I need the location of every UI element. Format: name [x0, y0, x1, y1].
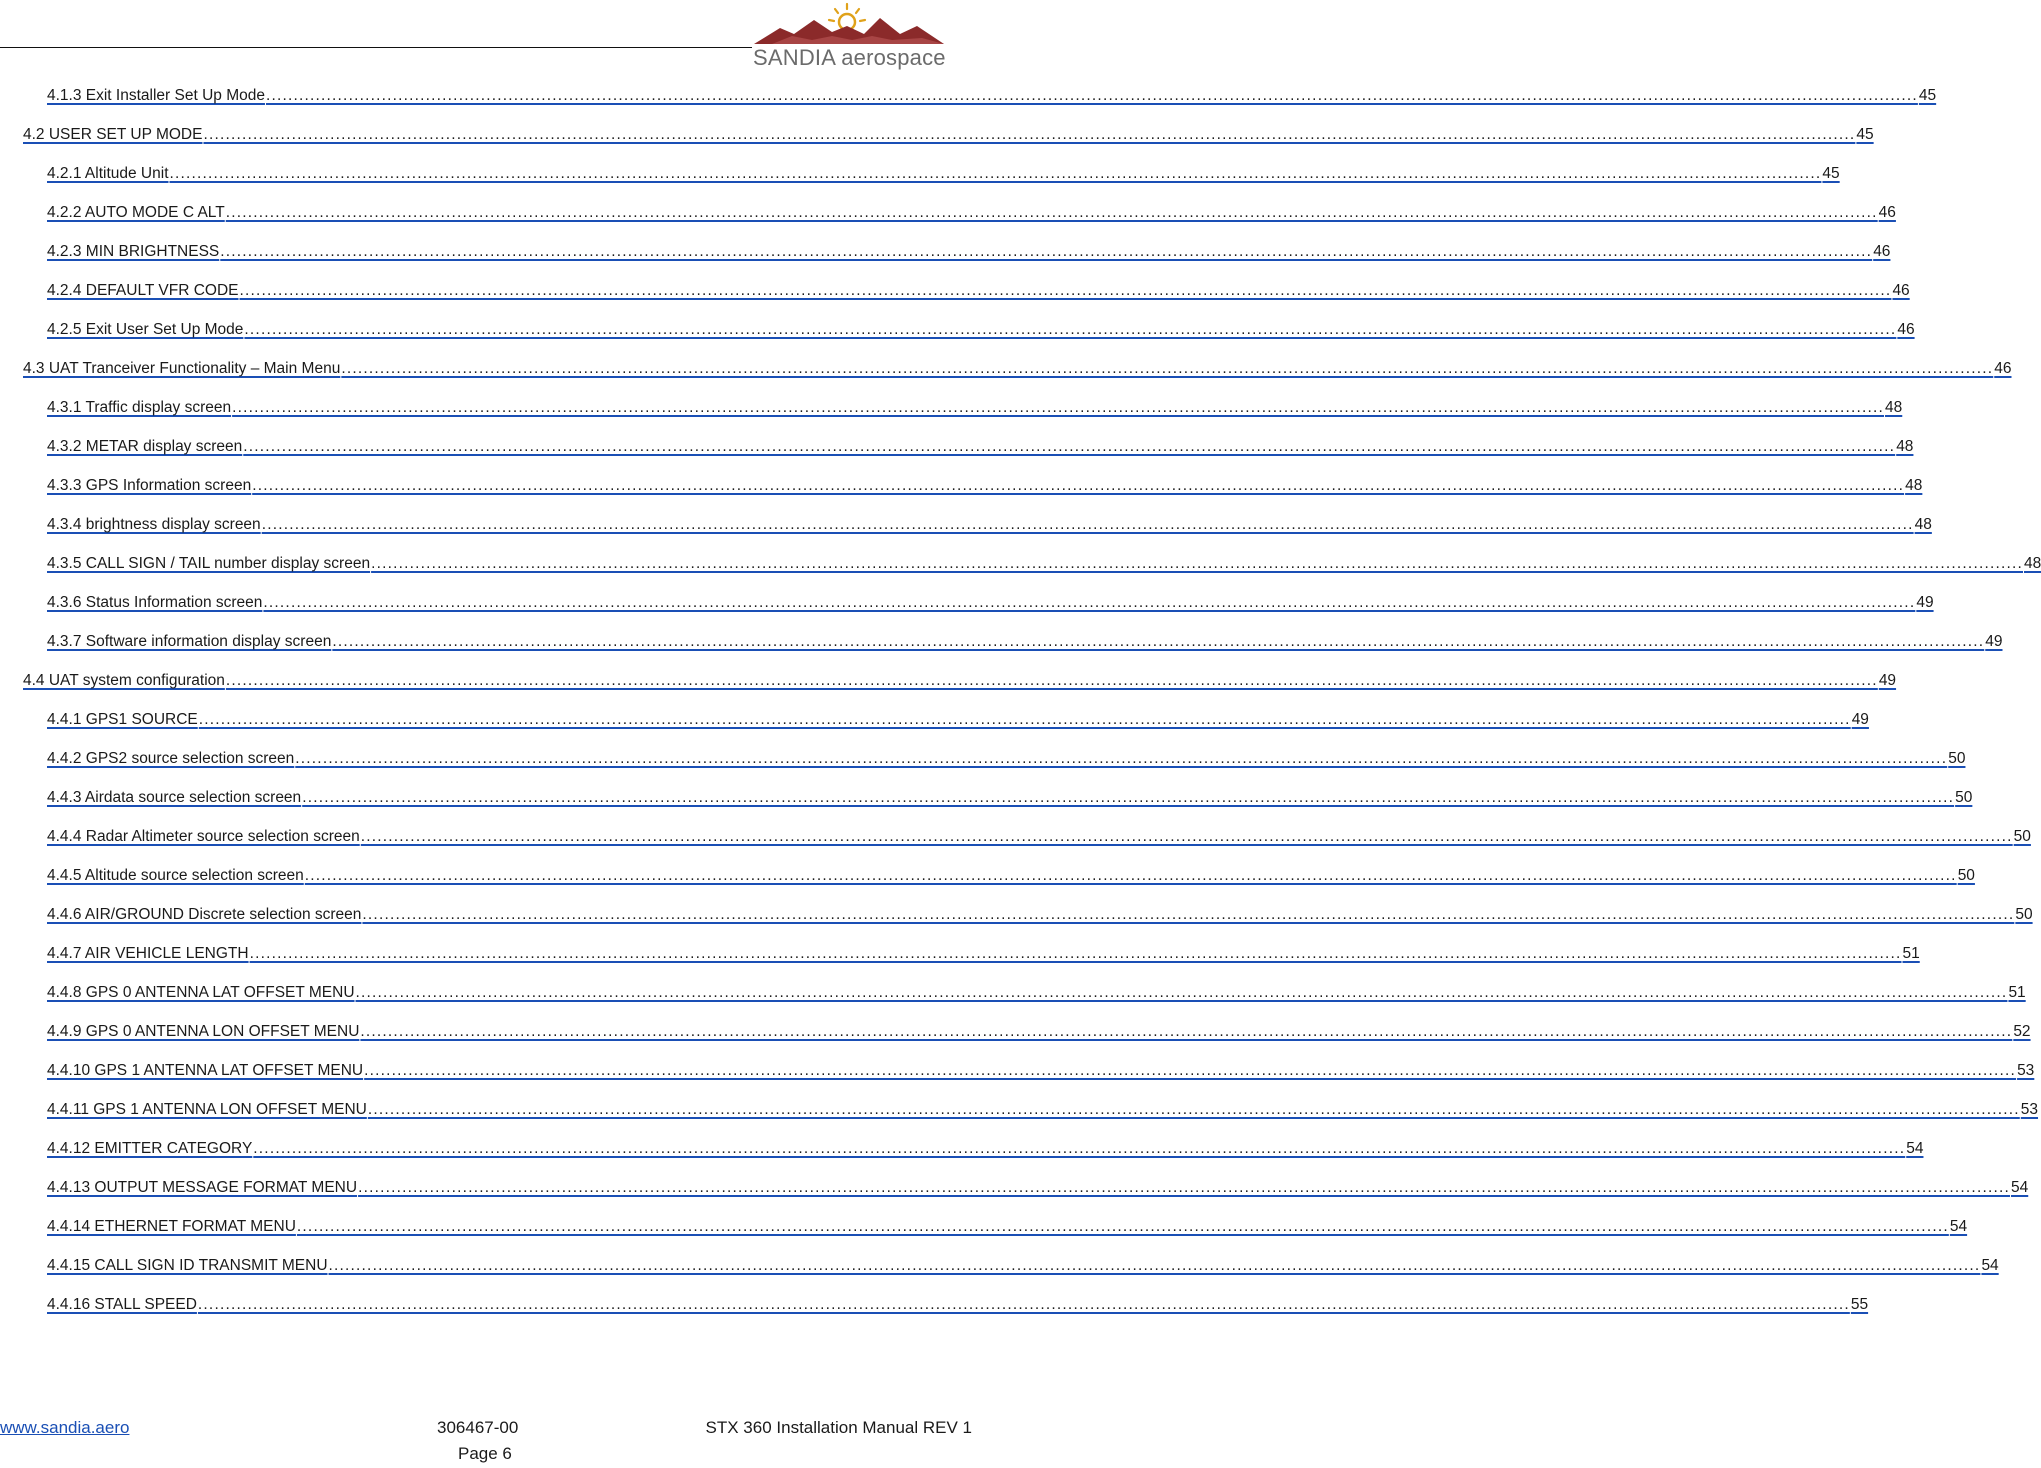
toc-entry-leader: ............................................................................................................................................................................................................................................................................................................ — [358, 1179, 2010, 1196]
toc-entry-leader: ............................................................................................................................................................................................................................................................................................................ — [295, 750, 1948, 767]
toc-entry-page: 54 — [1906, 1140, 1924, 1157]
toc-entry-label: 4.4.15 CALL SIGN ID TRANSMIT MENU — [47, 1257, 328, 1274]
toc-entry[interactable] — [47, 399, 1903, 417]
toc-entry-leader: ............................................................................................................................................................................................................................................................................................................ — [203, 126, 1856, 143]
toc-entry-label: 4.3.6 Status Information screen — [47, 594, 263, 611]
toc-entry-leader: ............................................................................................................................................................................................................................................................................................................ — [253, 1140, 1906, 1157]
toc-entry-label: 4.4.3 Airdata source selection screen — [47, 789, 302, 806]
toc-entry-leader: ............................................................................................................................................................................................................................................................................................................ — [220, 243, 1873, 260]
toc-entry-page: 46 — [1994, 360, 2012, 377]
toc-entry-page: 53 — [2017, 1062, 2035, 1079]
toc-entry-page: 46 — [1897, 321, 1915, 338]
toc-entry[interactable] — [47, 984, 2026, 1002]
toc-entry-page: 49 — [1878, 672, 1897, 689]
toc-entry-label: 4.2.3 MIN BRIGHTNESS — [47, 243, 220, 260]
toc-entry-label: 4.4.9 GPS 0 ANTENNA LON OFFSET MENU — [47, 1023, 360, 1040]
toc-entry-leader: ............................................................................................................................................................................................................................................................................................................ — [265, 87, 1918, 104]
toc-entry-page: 48 — [1914, 516, 1932, 533]
toc-entry[interactable] — [47, 906, 2033, 924]
toc-entry-page: 46 — [1878, 204, 1896, 221]
toc-entry-label: 4.3.7 Software information display screen — [47, 633, 332, 650]
toc-entry[interactable] — [47, 945, 1920, 963]
toc-entry-label: 4.2.5 Exit User Set Up Mode — [47, 321, 244, 338]
toc-entry-leader: ............................................................................................................................................................................................................................................................................................................ — [296, 1218, 1949, 1235]
toc-entry[interactable] — [47, 1062, 2035, 1080]
toc-entry-label: 4.2 USER SET UP MODE — [23, 126, 203, 143]
toc-entry-page: 45 — [1822, 165, 1840, 182]
toc-entry-label: 4.3.3 GPS Information screen — [47, 477, 252, 494]
toc-entry-leader: ............................................................................................................................................................................................................................................................................................................ — [371, 555, 2023, 572]
toc-entry-label: 4.4.16 STALL SPEED — [47, 1296, 197, 1313]
toc-entry-label: 4.4.7 AIR VEHICLE LENGTH — [47, 945, 249, 962]
toc-entry-leader: ............................................................................................................................................................................................................................................................................................................ — [332, 633, 1985, 650]
toc-entry-leader: ............................................................................................................................................................................................................................................................................................................ — [328, 1257, 1981, 1274]
toc-entry-page: 45 — [1918, 87, 1937, 104]
toc-entry-label: 4.4.12 EMITTER CATEGORY — [47, 1140, 253, 1157]
toc-entry-page: 50 — [1948, 750, 1966, 767]
toc-entry-page: 52 — [2013, 1023, 2031, 1040]
toc-entry[interactable] — [47, 204, 1896, 222]
toc-entry[interactable] — [47, 477, 1923, 495]
toc-entry-page: 45 — [1856, 126, 1874, 143]
toc-entry-label: 4.4.10 GPS 1 ANTENNA LAT OFFSET MENU — [47, 1062, 364, 1079]
toc-entry[interactable] — [47, 1257, 1999, 1275]
toc-entry[interactable] — [47, 711, 1869, 729]
toc-entry-page: 50 — [2015, 906, 2033, 923]
toc-entry[interactable] — [47, 555, 2041, 573]
document-number: 306467-00 — [437, 1418, 519, 1437]
toc-entry[interactable] — [47, 321, 1915, 339]
toc-entry-label: 4.4.11 GPS 1 ANTENNA LON OFFSET MENU — [47, 1101, 367, 1118]
toc-entry[interactable] — [47, 1023, 2031, 1041]
toc-entry-page: 55 — [1850, 1296, 1869, 1313]
toc-entry-page: 54 — [2010, 1179, 2029, 1196]
toc-entry[interactable] — [47, 282, 1910, 300]
toc-entry-leader: ............................................................................................................................................................................................................................................................................................................ — [341, 360, 1994, 377]
header-rule — [0, 47, 752, 48]
toc-entry-leader: ............................................................................................................................................................................................................................................................................................................ — [169, 165, 1822, 182]
toc-entry-label: 4.4.6 AIR/GROUND Discrete selection screen — [47, 906, 362, 923]
toc-entry-page: 51 — [2008, 984, 2026, 1001]
manual-title: STX 360 Installation Manual REV 1 — [705, 1418, 972, 1437]
toc-entry-page: 49 — [1916, 594, 1934, 611]
toc-entry-leader: ............................................................................................................................................................................................................................................................................................................ — [239, 282, 1892, 299]
toc-entry-leader: ............................................................................................................................................................................................................................................................................................................ — [198, 711, 1851, 728]
toc-entry-page: 48 — [1905, 477, 1923, 494]
toc-entry[interactable] — [47, 633, 2003, 651]
toc-entry-page: 49 — [1985, 633, 2003, 650]
toc-entry-leader: ............................................................................................................................................................................................................................................................................................................ — [225, 672, 1878, 689]
toc-entry[interactable] — [47, 165, 1840, 183]
toc-entry-leader: ............................................................................................................................................................................................................................................................................................................ — [252, 477, 1905, 494]
toc-entry-leader: ............................................................................................................................................................................................................................................................................................................ — [197, 1296, 1850, 1313]
toc-entry[interactable] — [47, 1140, 1924, 1158]
toc-entry-leader: ............................................................................................................................................................................................................................................................................................................ — [232, 399, 1885, 416]
toc-entry-page: 48 — [2024, 555, 2041, 572]
toc-entry-label: 4.3.5 CALL SIGN / TAIL number display screen — [47, 555, 371, 572]
toc-entry[interactable] — [47, 87, 1937, 105]
toc-entry-label: 4.4.13 OUTPUT MESSAGE FORMAT MENU — [47, 1179, 358, 1196]
toc-entry-label: 4.2.4 DEFAULT VFR CODE — [47, 282, 239, 299]
toc-entry-page: 50 — [2013, 828, 2031, 845]
toc-entry[interactable] — [47, 1101, 2039, 1119]
toc-entry-leader: ............................................................................................................................................................................................................................................................................................................ — [244, 321, 1897, 338]
toc-entry-page: 51 — [1902, 945, 1920, 962]
toc-entry-label: 4.3 UAT Tranceiver Functionality – Main Menu — [23, 360, 341, 377]
toc-entry-label: 4.4.1 GPS1 SOURCE — [47, 711, 198, 728]
toc-entry[interactable] — [47, 789, 1973, 807]
toc-entry-label: 4.4.14 ETHERNET FORMAT MENU — [47, 1218, 296, 1235]
toc-entry[interactable] — [47, 438, 1914, 456]
toc-entry-page: 54 — [1981, 1257, 1999, 1274]
toc-entry-leader: ............................................................................................................................................................................................................................................................................................................ — [302, 789, 1955, 806]
toc-entry[interactable] — [47, 867, 1975, 885]
toc-entry[interactable] — [47, 828, 2031, 846]
toc-entry-leader: ............................................................................................................................................................................................................................................................................................................ — [364, 1062, 2017, 1079]
page-number: Page 6 — [458, 1444, 512, 1463]
toc-entry-label: 4.3.2 METAR display screen — [47, 438, 243, 455]
toc-entry[interactable] — [47, 243, 1891, 261]
toc-entry-leader: ............................................................................................................................................................................................................................................................................................................ — [243, 438, 1896, 455]
toc-entry-page: 50 — [1955, 789, 1973, 806]
toc-entry[interactable] — [47, 594, 1934, 612]
toc-entry-leader: ............................................................................................................................................................................................................................................................................................................ — [360, 1023, 2013, 1040]
toc-entry[interactable] — [23, 360, 2012, 378]
toc-entry-page: 53 — [2020, 1101, 2039, 1118]
toc-entry-page: 48 — [1896, 438, 1914, 455]
toc-entry-leader: ............................................................................................................................................................................................................................................................................................................ — [249, 945, 1902, 962]
toc-entry-page: 48 — [1885, 399, 1903, 416]
toc-entry-label: 4.3.4 brightness display screen — [47, 516, 261, 533]
toc-entry[interactable] — [47, 1179, 2029, 1197]
toc-entry[interactable] — [47, 1218, 1968, 1236]
logo-text: SANDIA aerospace — [753, 45, 946, 70]
toc-entry[interactable] — [47, 516, 1932, 534]
toc-entry-label: 4.4.2 GPS2 source selection screen — [47, 750, 295, 767]
toc-entry-leader: ............................................................................................................................................................................................................................................................................................................ — [261, 516, 1914, 533]
toc-entry-page: 46 — [1873, 243, 1891, 260]
toc-entry-page: 49 — [1851, 711, 1869, 728]
toc-entry-label: 4.4 UAT system configuration — [23, 672, 225, 689]
toc-entry-leader: ............................................................................................................................................................................................................................................................................................................ — [225, 204, 1878, 221]
toc-entry-label: 4.2.1 Altitude Unit — [47, 165, 169, 182]
toc-entry[interactable] — [23, 672, 1897, 690]
toc-entry-leader: ............................................................................................................................................................................................................................................................................................................ — [263, 594, 1916, 611]
toc-entry-label: 4.1.3 Exit Installer Set Up Mode — [47, 87, 265, 104]
toc-entry-label: 4.4.8 GPS 0 ANTENNA LAT OFFSET MENU — [47, 984, 355, 1001]
toc-entry-page: 54 — [1949, 1218, 1968, 1235]
toc-entry-page: 46 — [1892, 282, 1910, 299]
toc-entry-leader: ............................................................................................................................................................................................................................................................................................................ — [362, 906, 2015, 923]
toc-entry-label: 4.3.1 Traffic display screen — [47, 399, 232, 416]
website-link[interactable]: www.sandia.aero — [0, 1418, 130, 1437]
toc-entry-leader: ............................................................................................................................................................................................................................................................................................................ — [360, 828, 2013, 845]
toc-entry-leader: ............................................................................................................................................................................................................................................................................................................ — [367, 1101, 2020, 1118]
toc-entry[interactable] — [23, 126, 1874, 144]
toc-entry-label: 4.4.5 Altitude source selection screen — [47, 867, 304, 884]
toc-entry-label: 4.4.4 Radar Altimeter source selection screen — [47, 828, 360, 845]
toc-entry-leader: ............................................................................................................................................................................................................................................................................................................ — [304, 867, 1957, 884]
toc-entry-leader: ............................................................................................................................................................................................................................................................................................................ — [355, 984, 2008, 1001]
toc-entry[interactable] — [47, 750, 1966, 768]
toc-entry-page: 50 — [1957, 867, 1975, 884]
toc-entry[interactable] — [47, 1296, 1869, 1314]
toc-entry-label: 4.2.2 AUTO MODE C ALT — [47, 204, 225, 221]
